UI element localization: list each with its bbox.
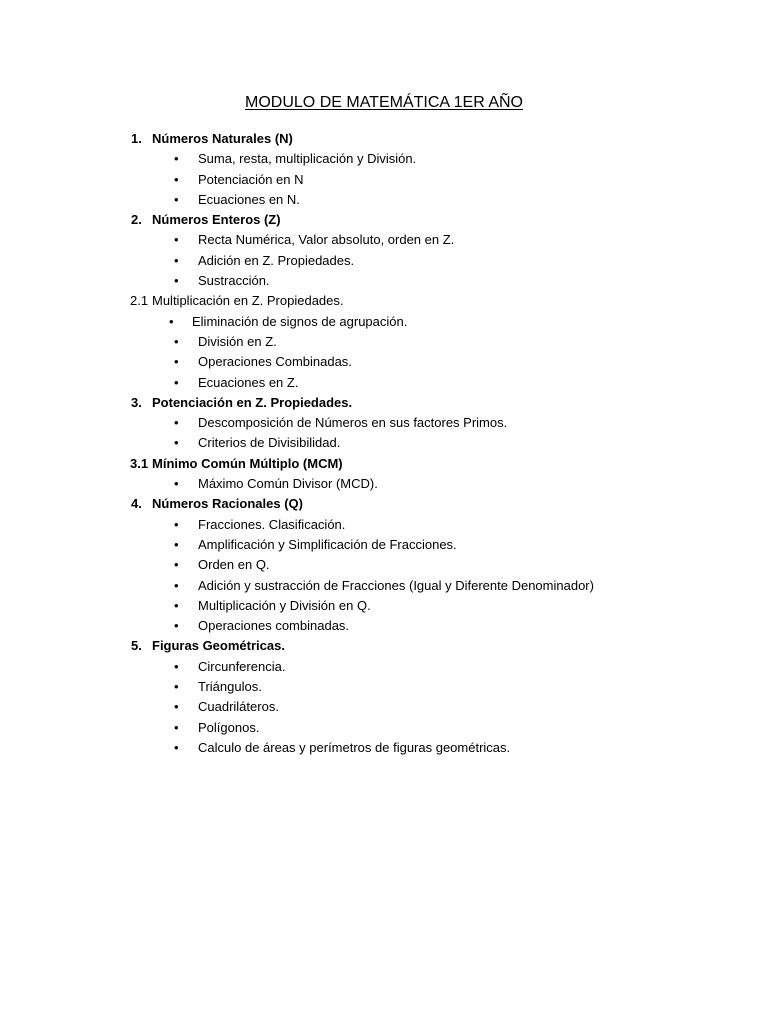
section-title: Figuras Geométricas. [152,638,285,654]
bullet-icon: • [174,252,179,268]
topic-list [0,474,768,494]
topic-item [0,149,768,169]
topic-outline [0,129,768,758]
section-number: 3. [131,394,142,410]
topic-item [0,677,768,697]
section-number: 5. [131,638,142,654]
topic-item [0,190,768,210]
section-title: Potenciación en Z. Propiedades. [152,394,353,410]
topic-text: Máximo Común Divisor (MCD). [198,476,378,492]
topic-text: Sustracción. [198,273,270,289]
section-number: 1. [131,131,142,146]
bullet-icon: • [174,557,179,573]
outline-section [0,636,768,758]
topic-item [0,697,768,717]
bullet-icon: • [174,435,179,451]
topic-item [0,413,768,433]
section-heading [0,129,768,149]
section-title: Números Racionales (Q) [152,496,303,512]
topic-item [0,170,768,190]
bullet-icon: • [174,618,179,634]
bullet-icon: • [174,151,179,167]
section-title: Números Enteros (Z) [152,212,281,228]
section-heading [0,393,768,413]
bullet-icon: • [174,658,179,674]
bullet-icon: • [174,333,179,349]
topic-list [0,312,768,393]
section-title: Números Naturales (N) [152,131,293,146]
topic-item [0,535,768,555]
section-heading [0,210,768,230]
topic-text: Amplificación y Simplificación de Fracciones. [198,536,457,552]
topic-text: Fracciones. Clasificación. [198,516,346,532]
bullet-icon: • [174,191,179,207]
topic-text: Ecuaciones en N. [198,191,300,207]
topic-item [0,515,768,535]
bullet-icon: • [174,699,179,715]
bullet-icon: • [174,597,179,613]
topic-item [0,433,768,453]
topic-list [0,413,768,454]
outline-section [0,291,768,392]
topic-text: Adición en Z. Propiedades. [198,252,355,268]
topic-item [0,738,768,758]
page-title: MODULO DE MATEMÁTICA 1ER AÑO [245,94,523,111]
bullet-icon: • [169,313,174,329]
topic-text: Operaciones Combinadas. [198,354,352,370]
topic-item [0,271,768,291]
bullet-icon: • [174,354,179,370]
bullet-icon: • [174,374,179,390]
bullet-icon: • [174,171,179,187]
topic-item [0,373,768,393]
topic-text: Adición y sustracción de Fracciones (Igual y Diferente Denominador) [198,577,594,593]
bullet-icon: • [174,415,179,431]
bullet-icon: • [174,719,179,735]
outline-section [0,210,768,291]
topic-text: Triángulos. [198,679,262,695]
topic-item [0,616,768,636]
outline-section [0,454,768,495]
topic-text: Ecuaciones en Z. [198,374,299,390]
section-heading [0,494,768,514]
topic-text: Criterios de Divisibilidad. [198,435,341,451]
outline-section [0,393,768,454]
section-heading [0,291,768,311]
topic-item [0,332,768,352]
topic-text: Calculo de áreas y perímetros de figuras geométricas. [198,739,511,755]
topic-text: Potenciación en N [198,171,304,187]
outline-section [0,129,768,210]
topic-list [0,230,768,291]
topic-text: División en Z. [198,333,277,349]
bullet-icon: • [174,516,179,532]
topic-list [0,515,768,637]
topic-item [0,230,768,250]
bullet-icon: • [174,739,179,755]
topic-text: Recta Numérica, Valor absoluto, orden en Z. [198,232,455,248]
topic-item [0,474,768,494]
bullet-icon: • [174,476,179,492]
topic-text: Suma, resta, multiplicación y División. [198,151,417,167]
section-number: 2. [131,212,142,228]
section-heading [0,454,768,474]
section-title: Multiplicación en Z. Propiedades. [152,293,344,309]
topic-text: Descomposición de Números en sus factores Primos. [198,415,508,431]
topic-item [0,657,768,677]
section-number: 3.1 [130,455,149,471]
section-number: 2.1 [130,293,149,309]
topic-item [0,251,768,271]
section-number: 4. [131,496,142,512]
topic-item [0,352,768,372]
topic-item [0,576,768,596]
topic-text: Orden en Q. [198,557,270,573]
topic-text: Multiplicación y División en Q. [198,597,371,613]
outline-section [0,494,768,636]
section-title: Mínimo Común Múltiplo (MCM) [152,455,343,471]
topic-item [0,555,768,575]
bullet-icon: • [174,232,179,248]
bullet-icon: • [174,273,179,289]
topic-text: Eliminación de signos de agrupación. [192,313,408,329]
topic-text: Operaciones combinadas. [198,618,350,634]
bullet-icon: • [174,679,179,695]
topic-item [0,596,768,616]
topic-item [0,718,768,738]
topic-text: Circunferencia. [198,658,286,674]
section-heading [0,636,768,656]
topic-list [0,149,768,210]
topic-list [0,657,768,758]
bullet-icon: • [174,536,179,552]
topic-text: Polígonos. [198,719,260,735]
topic-item [0,312,768,332]
bullet-icon: • [174,577,179,593]
topic-text: Cuadriláteros. [198,699,279,715]
